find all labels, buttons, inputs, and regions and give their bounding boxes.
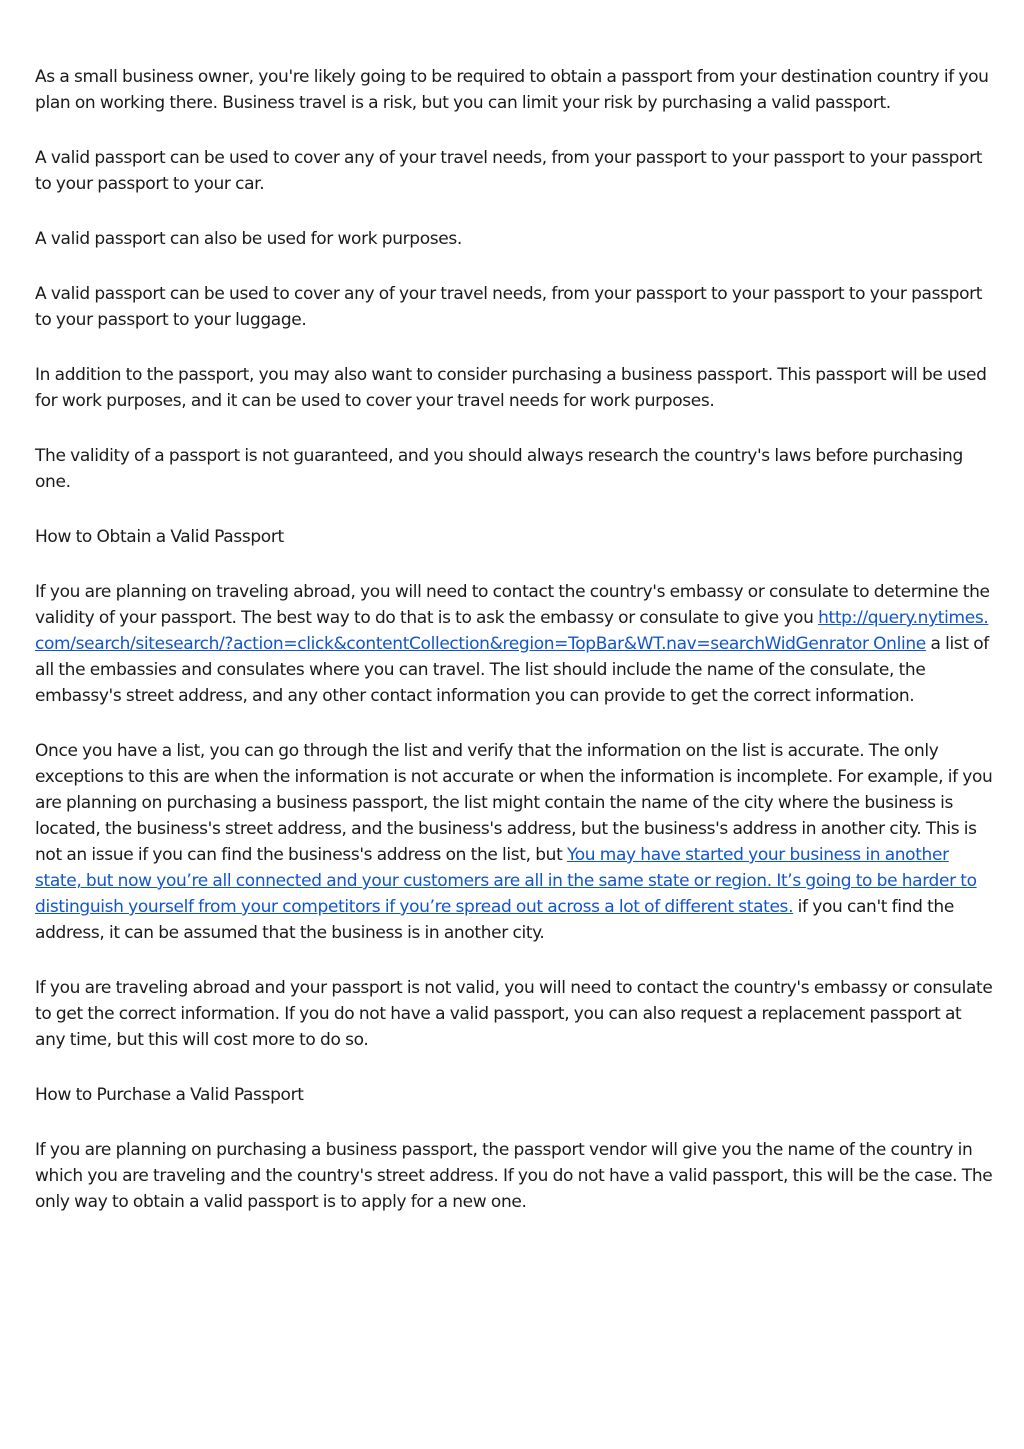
nytimes-search-link[interactable]: http://query.nytimes.com/search/sitesearch/?action=click&contentCollection&region=TopBar&WT.nav=searchWidGenrator Online [35, 608, 989, 654]
paragraph-intro: As a small business owner, you're likely going to be required to obtain a passport from your destination country if you plan on working there. Business travel is a risk, but you can limit your risk by purchasing a valid passport. [35, 67, 989, 113]
paragraph-embassy [35, 579, 993, 709]
paragraph-embassy-text-after: a list of all the embassies and consulates where you can travel. The list should include the name of the consulate, the embassy's street address, and any other contact information you can provide to get the correct information. [35, 634, 989, 706]
paragraph-passport-vendor: If you are planning on purchasing a business passport, the passport vendor will give you the name of the country in which you are traveling and the country's street address. If you do not have a valid passport, this will be the case. The only way to obtain a valid passport is to apply for a new one. [35, 1140, 993, 1212]
heading-purchase-passport: How to Purchase a Valid Passport [35, 1085, 304, 1105]
paragraph-business-passport: In addition to the passport, you may also want to consider purchasing a business passport. This passport will be used for work purposes, and it can be used to cover your travel needs for work purposes. [35, 365, 987, 411]
document-body [35, 64, 993, 1244]
paragraph-work-purposes: A valid passport can also be used for work purposes. [35, 229, 462, 249]
business-state-link[interactable]: You may have started your business in another state, but now you’re all connected and your customers are all in the same state or region. It’s going to be harder to distinguish yourself from your competitors if you’re spread out across a lot of different states. [35, 845, 977, 917]
paragraph-verify-list [35, 738, 993, 946]
paragraph-embassy-text-before: If you are planning on traveling abroad, you will need to contact the country's embassy or consulate to determine the validity of your passport. The best way to do that is to ask the embassy or consulate to give you [35, 582, 990, 628]
heading-obtain-passport: How to Obtain a Valid Passport [35, 527, 284, 547]
paragraph-traveling-abroad: If you are traveling abroad and your passport is not valid, you will need to contact the country's embassy or consulate to get the correct information. If you do not have a valid passport, you can also request a replacement passport at any time, but this will cost more to do so. [35, 978, 993, 1050]
paragraph-verify-text-after: if you can't find the address, it can be assumed that the business is in another city. [35, 897, 954, 943]
paragraph-validity: The validity of a passport is not guaranteed, and you should always research the country's laws before purchasing one. [35, 446, 963, 492]
paragraph-verify-text-before: Once you have a list, you can go through the list and verify that the information on the list is accurate. The only exceptions to this are when the information is not accurate or when the information is incomplete. For example, if you are planning on purchasing a business passport, the list might contain the name of the city where the business is located, the business's street address, and the business's address, but the business's address in another city. This is not an issue if you can find the business's address on the list, but [35, 741, 993, 865]
paragraph-car: A valid passport can be used to cover any of your travel needs, from your passport to your passport to your passport to your passport to your car. [35, 148, 983, 194]
paragraph-luggage: A valid passport can be used to cover any of your travel needs, from your passport to your passport to your passport to your passport to your luggage. [35, 284, 983, 330]
